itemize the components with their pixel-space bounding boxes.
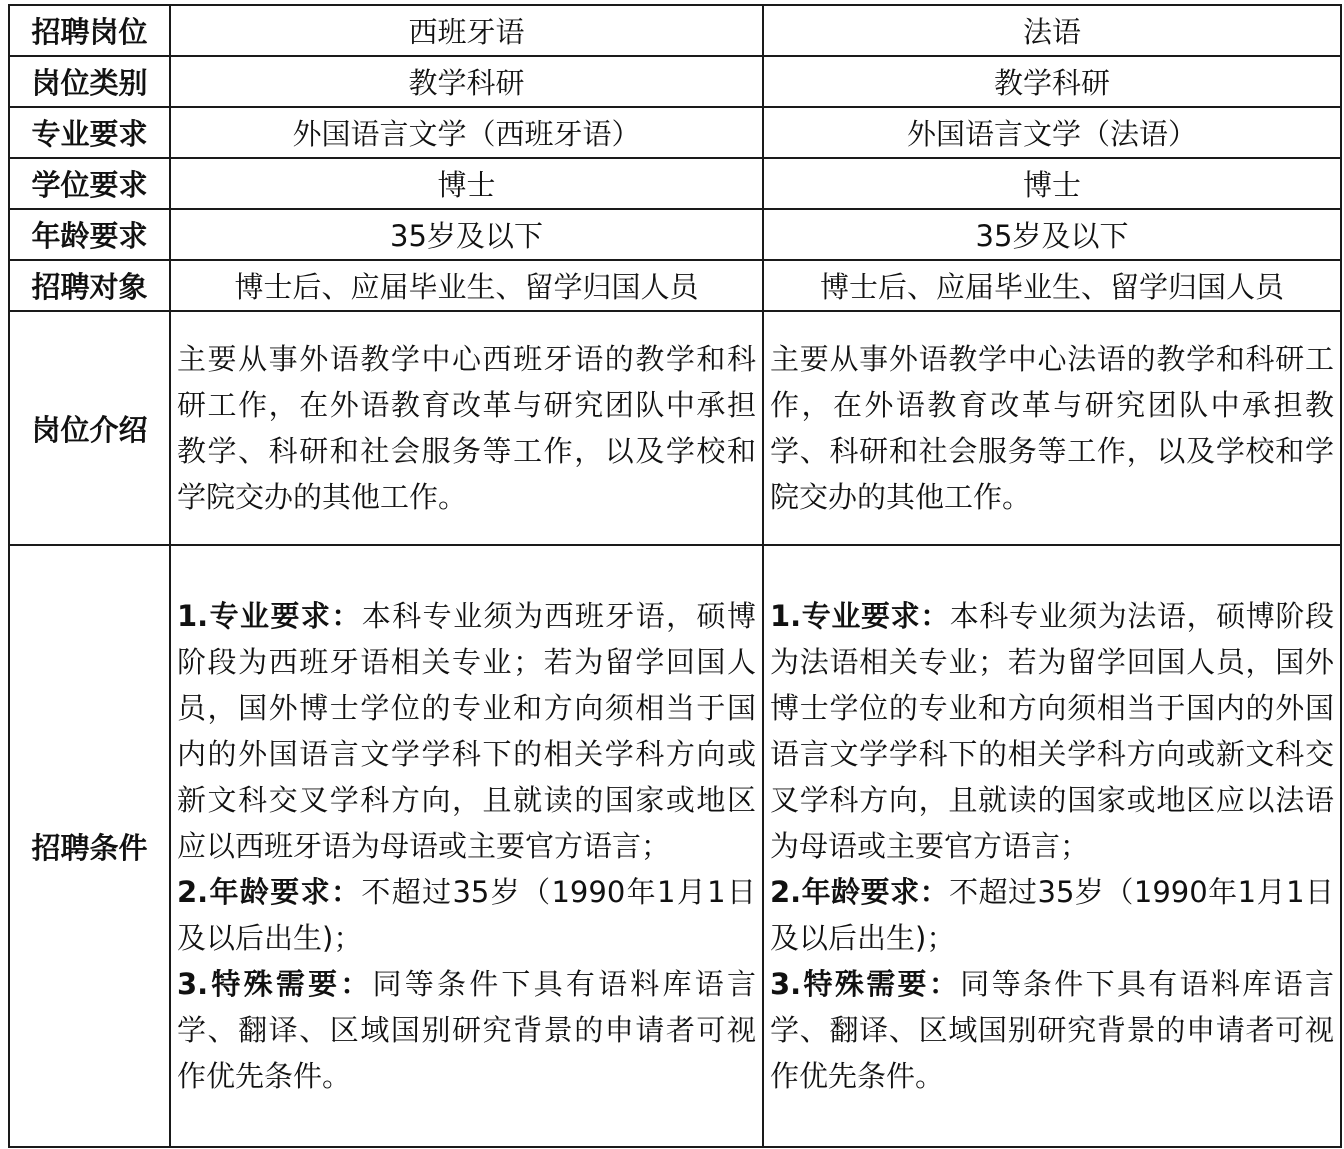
row-major	[9, 107, 1341, 158]
major-french: 外国语言文学（法语）	[763, 107, 1341, 158]
row-degree	[9, 158, 1341, 209]
cond2-text: 不超过35岁（1990年1月1日及以后出生)；	[770, 875, 1334, 955]
cond3-text: 同等条件下具有语料库语言学、翻译、区域国别研究背景的申请者可视作优先条件。	[177, 967, 756, 1093]
label-intro: 岗位介绍	[9, 311, 170, 545]
cond3-title: 3.特殊需要：	[177, 967, 373, 1001]
label-position: 招聘岗位	[9, 5, 170, 56]
position-french: 法语	[763, 5, 1341, 56]
major-spanish: 外国语言文学（西班牙语）	[170, 107, 763, 158]
intro-french: 主要从事外语教学中心法语的教学和科研工作，在外语教育改革与研究团队中承担教学、科研和社会服务等工作，以及学校和学院交办的其他工作。	[763, 311, 1341, 545]
age-french: 35岁及以下	[763, 209, 1341, 260]
row-category	[9, 56, 1341, 107]
cond1-text: 本科专业须为西班牙语，硕博阶段为西班牙语相关专业；若为留学回国人员，国外博士学位的专业和方向须相当于国内的外国语言文学学科下的相关学科方向或新文科交叉学科方向，且就读的国家或地区应以西班牙语为母语或主要官方语言；	[177, 599, 756, 863]
label-target: 招聘对象	[9, 260, 170, 311]
cond2-title: 2.年龄要求：	[177, 875, 362, 909]
label-conditions: 招聘条件	[9, 545, 170, 1147]
cond2-title: 2.年龄要求：	[770, 875, 950, 909]
conditions-french	[763, 545, 1341, 1147]
cond1-title: 1.专业要求：	[770, 599, 950, 633]
degree-spanish: 博士	[170, 158, 763, 209]
cond1-text: 本科专业须为法语，硕博阶段为法语相关专业；若为留学回国人员，国外博士学位的专业和方向须相当于国内的外国语言文学学科下的相关学科方向或新文科交叉学科方向，且就读的国家或地区应以法语为母语或主要官方语言；	[770, 599, 1334, 863]
category-spanish: 教学科研	[170, 56, 763, 107]
cond2-text: 不超过35岁（1990年1月1日及以后出生)；	[177, 875, 757, 955]
intro-spanish: 主要从事外语教学中心西班牙语的教学和科研工作，在外语教育改革与研究团队中承担教学、科研和社会服务等工作，以及学校和学院交办的其他工作。	[170, 311, 763, 545]
label-major: 专业要求	[9, 107, 170, 158]
row-age	[9, 209, 1341, 260]
category-french: 教学科研	[763, 56, 1341, 107]
row-target	[9, 260, 1341, 311]
target-french: 博士后、应届毕业生、留学归国人员	[763, 260, 1341, 311]
label-age: 年龄要求	[9, 209, 170, 260]
degree-french: 博士	[763, 158, 1341, 209]
recruitment-table	[8, 4, 1342, 1148]
position-spanish: 西班牙语	[170, 5, 763, 56]
cond1-title: 1.专业要求：	[177, 599, 362, 633]
row-intro	[9, 311, 1341, 545]
cond3-text: 同等条件下具有语料库语言学、翻译、区域国别研究背景的申请者可视作优先条件。	[770, 967, 1334, 1093]
label-degree: 学位要求	[9, 158, 170, 209]
target-spanish: 博士后、应届毕业生、留学归国人员	[170, 260, 763, 311]
row-conditions	[9, 545, 1341, 1147]
conditions-spanish	[170, 545, 763, 1147]
age-spanish: 35岁及以下	[170, 209, 763, 260]
label-category: 岗位类别	[9, 56, 170, 107]
row-position	[9, 5, 1341, 56]
cond3-title: 3.特殊需要：	[770, 967, 961, 1001]
